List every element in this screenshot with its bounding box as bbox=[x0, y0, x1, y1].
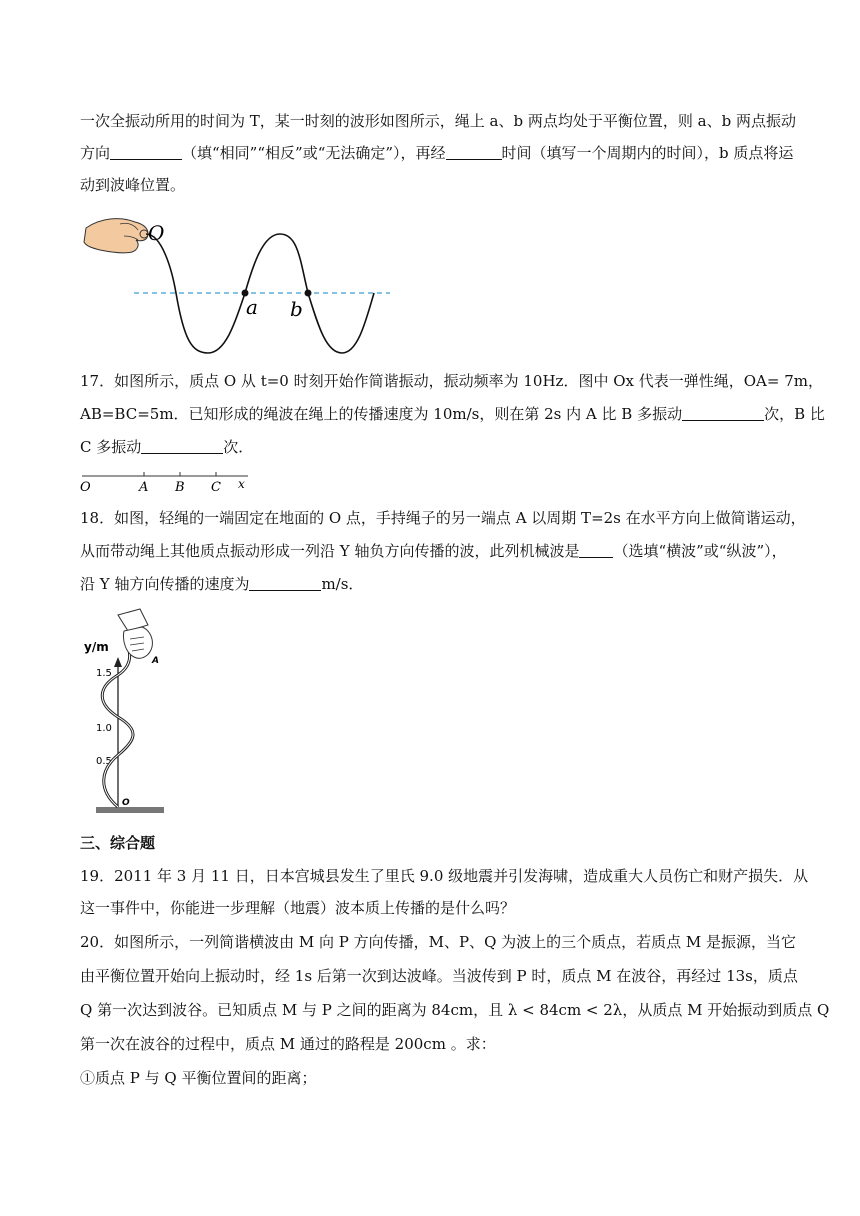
q16-line2 bbox=[80, 143, 794, 163]
tick-label-1.0: 1.0 bbox=[96, 723, 112, 734]
axis-label-C: C bbox=[211, 480, 221, 495]
axis-label-O: O bbox=[80, 480, 91, 495]
axis-label-x: x bbox=[238, 477, 245, 491]
q16-line2-a: 方向 bbox=[80, 144, 111, 162]
point-b bbox=[305, 290, 312, 297]
q16-line3: 动到波峰位置。 bbox=[80, 176, 186, 194]
q16-line2-c: 时间（填写一个周期内的时间），b 质点将运 bbox=[501, 144, 794, 162]
tick-label-0.5: 0.5 bbox=[96, 756, 112, 767]
label-O: O bbox=[148, 221, 165, 245]
q18-line2-a: 从而带动绳上其他质点振动形成一列沿 Y 轴负方向传播的波，此列机械波是 bbox=[80, 542, 580, 560]
label-O: O bbox=[122, 798, 130, 808]
tick-label-1.5: 1.5 bbox=[96, 668, 112, 679]
q18-line1: 18．如图，轻绳的一端固定在地面的 O 点，手持绳子的另一端点 A 以周期 T=2s 在水平方向上做简谐运动， bbox=[80, 509, 806, 527]
q17-axis-figure bbox=[78, 470, 258, 496]
q19-line1: 19．2011 年 3 月 11 日，日本宫城县发生了里氏 9.0 级地震并引发海啸，造成重大人员伤亡和财产损失．从 bbox=[80, 867, 809, 885]
q19-line2: 这一事件中，你能进一步理解（地震）波本质上传播的是什么吗？ bbox=[80, 899, 516, 917]
label-b: b bbox=[290, 297, 303, 321]
label-a: a bbox=[246, 295, 258, 319]
q20-line1: 20．如图所示，一列简谐横波由 M 向 P 方向传播，M、P、Q 为波上的三个质点，若质点 M 是振源，当它 bbox=[80, 933, 797, 951]
hand-illustration bbox=[84, 219, 148, 253]
q20-line3: Q 第一次达到波谷。已知质点 M 与 P 之间的距离为 84cm，且 λ < 84cm < 2λ，从质点 M 开始振动到质点 Q bbox=[80, 1001, 830, 1019]
ground-bar bbox=[96, 807, 164, 813]
answer-blank-3[interactable] bbox=[682, 406, 764, 421]
q18-line3-a: 沿 Y 轴方向传播的速度为 bbox=[80, 575, 250, 593]
q18-line3-b: m/s． bbox=[321, 575, 364, 593]
q17-line1: 17．如图所示，质点 O 从 t=0 时刻开始作简谐振动，振动频率为 10Hz．图中 Ox 代表一弹性绳，OA= 7m， bbox=[80, 372, 823, 390]
q17-line2 bbox=[80, 404, 825, 424]
q20-line4: 第一次在波谷的过程中，质点 M 通过的路程是 200cm 。求： bbox=[80, 1035, 496, 1053]
answer-blank-2[interactable] bbox=[446, 145, 502, 160]
q17-line3-b: 次． bbox=[223, 438, 254, 456]
q20-line5: ①质点 P 与 Q 平衡位置间的距离； bbox=[80, 1069, 317, 1087]
q18-line2 bbox=[80, 541, 787, 561]
q17-line3-a: C 多振动 bbox=[80, 438, 142, 456]
q20-line2: 由平衡位置开始向上振动时，经 1s 后第一次到达波峰。当波传到 P 时，质点 M 在波谷，再经过 13s，质点 bbox=[80, 967, 798, 985]
q17-line3 bbox=[80, 437, 780, 457]
q18-rope-figure bbox=[78, 605, 188, 820]
q18-line2-b: （选填“横波”或“纵波”）， bbox=[613, 542, 787, 560]
q16-wave-figure bbox=[80, 210, 400, 360]
q16-line2-b: （填“相同”“相反”或“无法确定”），再经 bbox=[182, 144, 446, 162]
axis-label-A: A bbox=[139, 480, 149, 495]
hand-illustration bbox=[118, 609, 152, 658]
y-axis-arrow bbox=[114, 657, 122, 667]
answer-blank-5[interactable] bbox=[579, 543, 613, 558]
q18-line3 bbox=[80, 574, 780, 594]
q16-line1: 一次全振动所用的时间为 T，某一时刻的波形如图所示，绳上 a、b 两点均处于平衡位置，则 a、b 两点振动 bbox=[80, 112, 796, 130]
answer-blank-1[interactable] bbox=[110, 145, 182, 160]
answer-blank-6[interactable] bbox=[249, 576, 321, 591]
section-3-title: 三、综合题 bbox=[80, 834, 156, 852]
q17-line2-a: AB=BC=5m．已知形成的绳波在绳上的传播速度为 10m/s，则在第 2s 内 A 比 B 多振动 bbox=[80, 405, 683, 423]
q17-line2-b: 次，B 比 bbox=[764, 405, 825, 423]
y-axis-label: y/m bbox=[84, 640, 109, 654]
axis-label-B: B bbox=[175, 480, 185, 495]
label-A: A bbox=[152, 656, 159, 666]
answer-blank-4[interactable] bbox=[141, 439, 223, 454]
